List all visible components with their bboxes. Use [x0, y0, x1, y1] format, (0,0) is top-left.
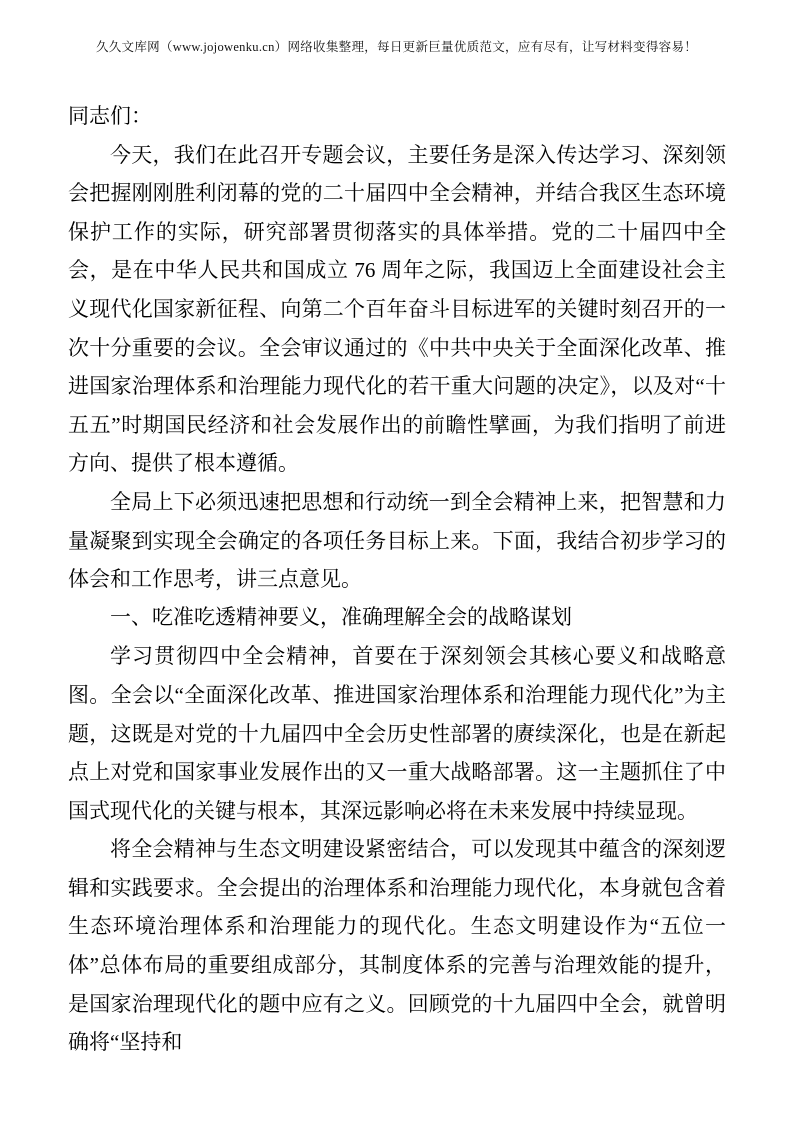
paragraph-intro: 今天，我们在此召开专题会议，主要任务是深入传达学习、深刻领会把握刚刚胜利闭幕的党的二十届四中全会精神，并结合我区生态环境保护工作的实际，研究部署贯彻落实的具体举措。党的二十届四中全会，是在中华人民共和国成立 76 周年之际，我国迈上全面建设社会主义现代化国家新征程、向第二个百年奋斗目标进军的关键时刻召开的一次十分重要的会议。全会审议通过的《中共中央关于全面深化改革、推进国家治理体系和治理能力现代化的若干重大问题的决定》，以及对“十五五”时期国民经济和社会发展作出的前瞻性擘画，为我们指明了前进方向、提供了根本遵循。 [68, 142, 726, 476]
paragraph-section1-b: 将全会精神与生态文明建设紧密结合，可以发现其中蕴含的深刻逻辑和实践要求。全会提出的治理体系和治理能力现代化，本身就包含着生态环境治理体系和治理能力的现代化。生态文明建设作为“五位一体”总体布局的重要组成部分，其制度体系的完善与治理效能的提升，是国家治理现代化的题中应有之义。回顾党的十九届四中全会，就曾明确将“坚持和 [68, 837, 726, 1055]
paragraph-section1-a: 学习贯彻四中全会精神，首要在于深刻领会其核心要义和战略意图。全会以“全面深化改革、推进国家治理体系和治理能力现代化”为主题，这既是对党的十九届四中全会历史性部署的赓续深化，也是在新起点上对党和国家事业发展作出的又一重大战略部署。这一主题抓住了中国式现代化的关键与根本，其深远影响必将在未来发展中持续显现。 [68, 644, 726, 823]
section-heading-1: 一、吃准吃透精神要义，准确理解全会的战略谋划 [110, 605, 572, 629]
site-watermark-header: 久久文库网（www.jojowenku.cn）网络收集整理，每日更新巨量优质范文，应有尽有，让写材料变得容易！ [95, 40, 698, 54]
document-body [68, 97, 726, 1062]
paragraph-transition: 全局上下必须迅速把思想和行动统一到全会精神上来，把智慧和力量凝聚到实现全会确定的各项任务目标上来。下面，我结合初步学习的体会和工作思考，讲三点意见。 [68, 489, 726, 592]
salutation-line: 同志们： [68, 104, 152, 128]
